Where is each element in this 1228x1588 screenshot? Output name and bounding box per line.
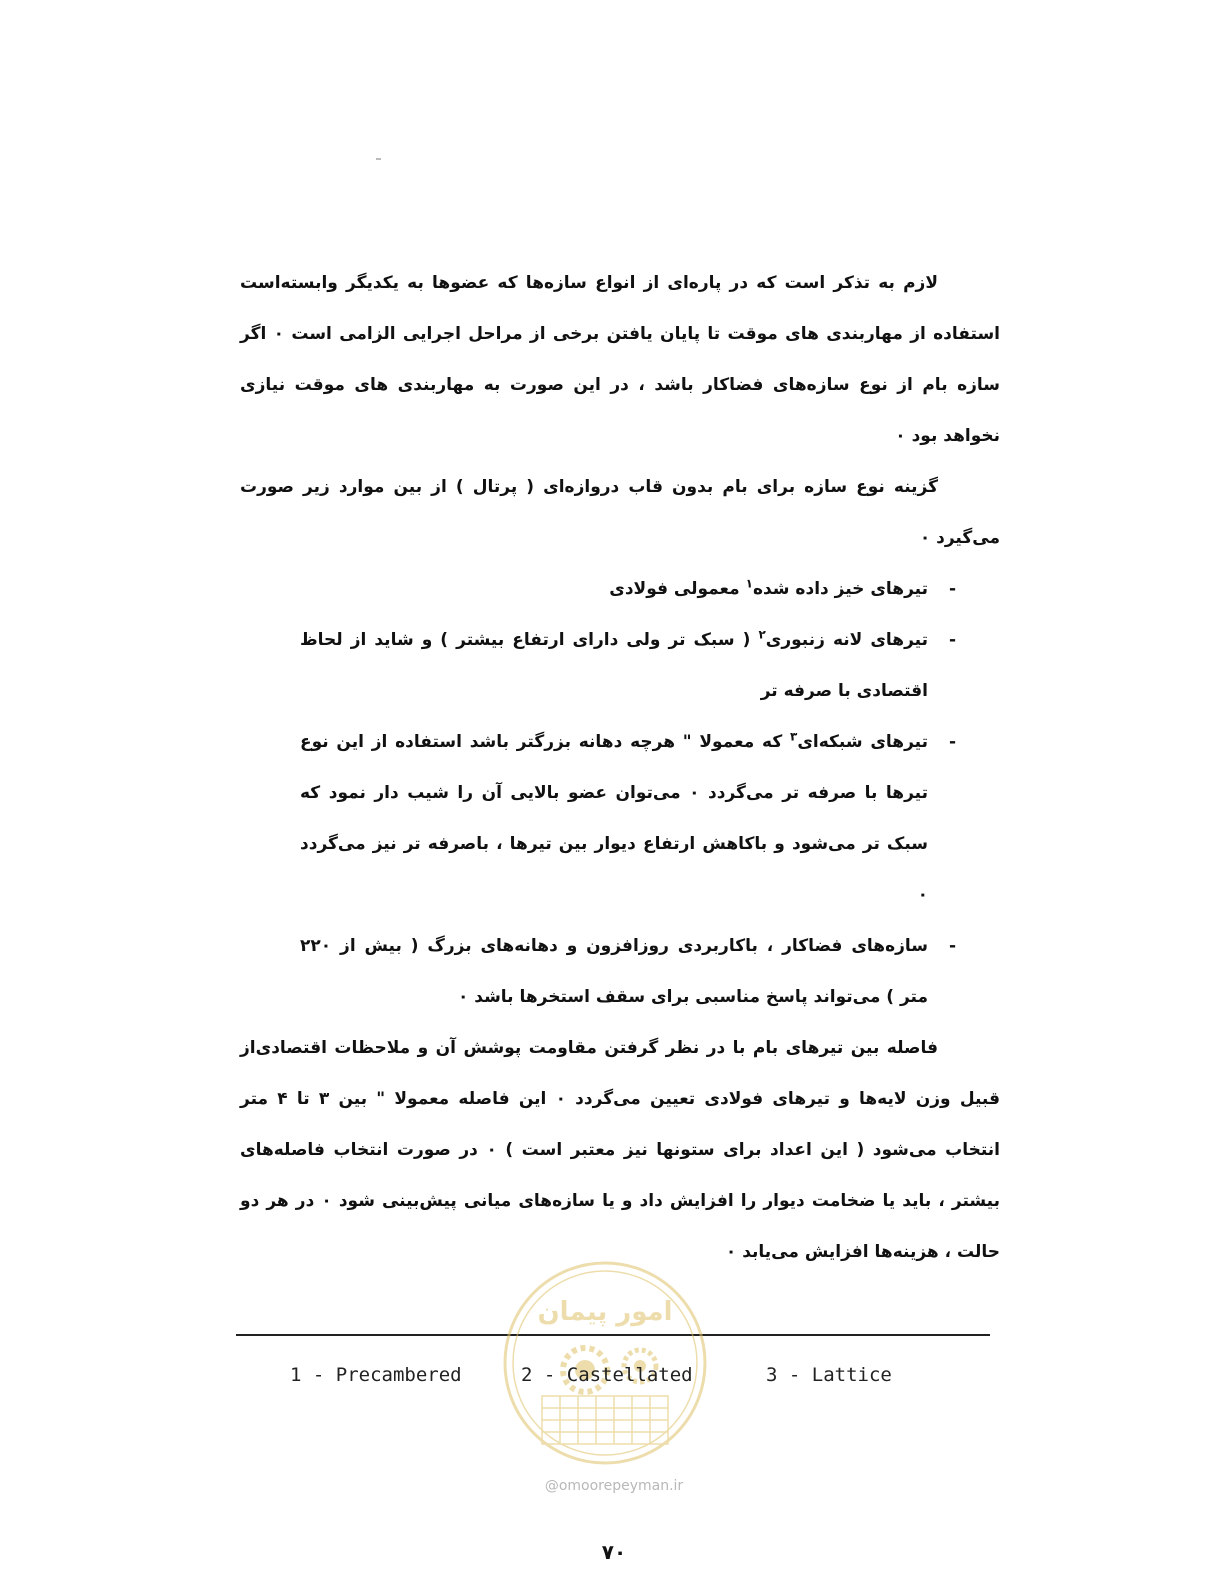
body-text — [240, 258, 1000, 1278]
list-item-text: معمولی فولادی — [609, 579, 740, 599]
footnote-1: 1 - Precambered — [290, 1364, 462, 1386]
footnote-3: 3 - Lattice — [766, 1364, 892, 1386]
list-item-text: تیرهای لانه زنبوری — [765, 630, 928, 650]
paragraph-roof-structure-options: گزینه نوع سازه برای بام بدون قاب دروازه‌ای ( پرتال ) از بین موارد زیر صورت می‌گیرد ۰ — [240, 477, 1000, 548]
watermark: @omoorepeyman.ir — [544, 1478, 684, 1494]
page-number: ۷۰ — [601, 1540, 627, 1564]
list-item-text: ( سبک تر ولی دارای ارتفاع بیشتر ) و شاید از لحاظ اقتصادی با صرفه تر — [300, 630, 928, 701]
scan-speck — [376, 158, 381, 160]
list-item-text: تیرهای خیز داده شده — [752, 579, 928, 599]
footnote-2: 2 - Castellated — [521, 1364, 693, 1386]
paragraph-beam-spacing: فاصله بین تیرهای بام با در نظر گرفتن مقاومت پوشش آن و ملاحظات اقتصادی‌از قبیل وزن لایه‌ها و تیرهای فولادی تعیین می‌گردد ۰ این فاصله معمولا " بین ۳ تا ۴ متر انتخاب می‌شود ( این اعداد برای ستونها نیز معتبر است ) ۰ در صورت انتخاب فاصله‌های بیشتر ، باید یا ضخامت دیوار را افزایش داد و یا سازه‌های میانی پیش‌بینی شود ۰ در هر دو حالت ، هزینه‌ها افزایش می‌یابد ۰ — [240, 1038, 1000, 1262]
list-item-text: تیرهای شبکه‌ای — [797, 732, 928, 752]
list-item-lattice-beams — [240, 717, 1000, 921]
list-marker: - — [948, 579, 956, 599]
list-marker: - — [948, 630, 956, 650]
list-item-text: سازه‌های فضاکار ، باکاربردی روزافزون و دهانه‌های بزرگ ( بیش از ۲۲۰ متر ) می‌تواند پاسخ مناسبی برای سقف استخرها باشد ۰ — [300, 936, 928, 1007]
list-item-precambered-beams — [240, 564, 1000, 615]
footnote-ref: ۱ — [745, 576, 753, 591]
list-item-space-frames — [240, 921, 1000, 1023]
list-item-castellated-beams — [240, 615, 1000, 717]
paragraph-temporary-bracing: لازم به تذکر است که در پاره‌ای از انواع سازه‌ها که عضوها به یکدیگر وابسته‌است استفاده از مهاربندی های موقت تا پایان یافتن برخی از مراحل اجرایی الزامی است ۰ اگر سازه بام از نوع سازه‌های فضاکار باشد ، در این صورت به مهاربندی های موقت نیازی نخواهد بود ۰ — [240, 273, 1000, 446]
footnote-ref: ۳ — [789, 729, 798, 744]
footnote-ref: ۲ — [758, 627, 766, 642]
stamp-text: امور پیمان — [537, 1297, 673, 1327]
stamp-logo — [500, 1258, 710, 1468]
roof-structure-list — [240, 564, 1000, 1023]
list-marker: - — [948, 732, 956, 752]
list-marker: - — [948, 936, 956, 956]
list-item-text: که معمولا " هرچه دهانه بزرگتر باشد استفاده از این نوع تیرها با صرفه تر می‌گردد ۰ می‌توان عضو بالایی آن را شیب دار نمود که سبک تر می‌شود و باکاهش ارتفاع دیوار بین تیرها ، باصرفه تر نیز می‌گردد ۰ — [300, 732, 928, 905]
